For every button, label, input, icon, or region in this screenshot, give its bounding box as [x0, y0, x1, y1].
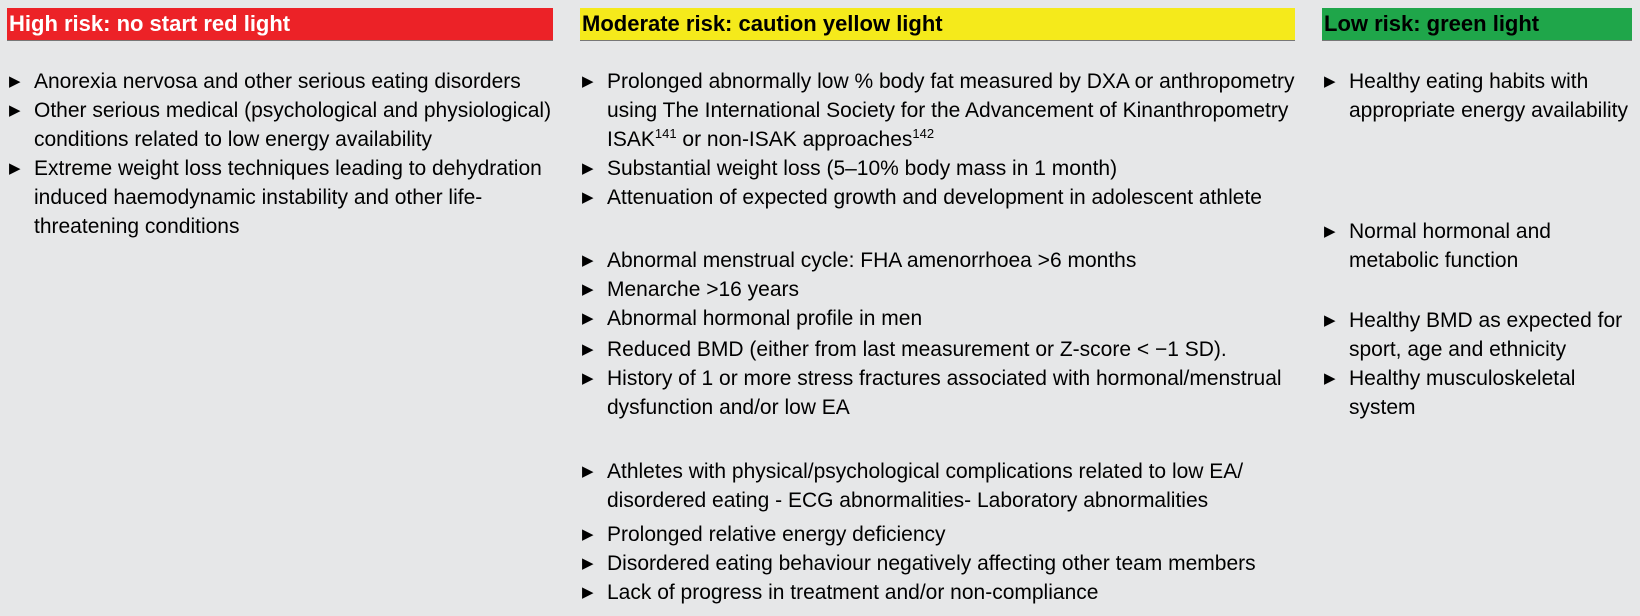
- list-item: ▶ Reduced BMD (either from last measurement or Z-score < −1 SD).: [580, 335, 1295, 364]
- triangle-bullet-icon: ▶: [582, 341, 594, 358]
- triangle-bullet-icon: ▶: [1324, 73, 1336, 90]
- triangle-bullet-icon: ▶: [9, 73, 21, 90]
- moderate-risk-list-behaviour: [580, 520, 1295, 607]
- list-item: ▶ Athletes with physical/psychological complications related to low EA/ disordered eating - ECG abnormalities- Laboratory abnormalities: [580, 457, 1295, 515]
- moderate-risk-list-complications: [580, 457, 1295, 515]
- list-item: ▶ Abnormal hormonal profile in men: [580, 304, 1295, 333]
- reference-superscript: 141: [654, 126, 677, 141]
- triangle-bullet-icon: ▶: [1324, 370, 1336, 387]
- high-risk-column: [7, 8, 553, 241]
- triangle-bullet-icon: ▶: [582, 160, 594, 177]
- triangle-bullet-icon: ▶: [9, 160, 21, 177]
- moderate-risk-list-hormonal: [580, 246, 1295, 333]
- reference-superscript: 142: [912, 126, 935, 141]
- moderate-risk-header: Moderate risk: caution yellow light: [580, 8, 1295, 41]
- list-item: ▶ Healthy musculoskeletal system: [1322, 364, 1632, 422]
- triangle-bullet-icon: ▶: [582, 310, 594, 327]
- high-risk-list: [7, 67, 553, 241]
- moderate-risk-list-bone: [580, 335, 1295, 422]
- list-item: ▶ Healthy BMD as expected for sport, age and ethnicity: [1322, 306, 1632, 364]
- triangle-bullet-icon: ▶: [582, 189, 594, 206]
- high-risk-header: High risk: no start red light: [7, 8, 553, 41]
- low-risk-list-hormonal: [1322, 217, 1632, 275]
- low-risk-list-bone: [1322, 306, 1632, 422]
- triangle-bullet-icon: ▶: [582, 463, 594, 480]
- triangle-bullet-icon: ▶: [582, 370, 594, 387]
- list-item: ▶ Lack of progress in treatment and/or non-compliance: [580, 578, 1295, 607]
- triangle-bullet-icon: ▶: [582, 555, 594, 572]
- low-risk-list-eating: [1322, 67, 1632, 125]
- list-item: ▶ Anorexia nervosa and other serious eating disorders: [7, 67, 553, 96]
- triangle-bullet-icon: ▶: [582, 281, 594, 298]
- triangle-bullet-icon: ▶: [9, 102, 21, 119]
- triangle-bullet-icon: ▶: [1324, 223, 1336, 240]
- list-item: ▶ Attenuation of expected growth and development in adolescent athlete: [580, 183, 1295, 212]
- triangle-bullet-icon: ▶: [582, 526, 594, 543]
- triangle-bullet-icon: ▶: [582, 73, 594, 90]
- list-item: ▶ Extreme weight loss techniques leading to dehydration induced haemodynamic instability and other life-threatening conditions: [7, 154, 553, 241]
- list-item: ▶ Disordered eating behaviour negatively affecting other team members: [580, 549, 1295, 578]
- list-item: ▶ Menarche >16 years: [580, 275, 1295, 304]
- low-risk-column: [1322, 8, 1632, 422]
- moderate-risk-column: [580, 8, 1295, 607]
- list-item: ▶ Substantial weight loss (5–10% body mass in 1 month): [580, 154, 1295, 183]
- list-item: ▶ Prolonged abnormally low % body fat measured by DXA or anthropometry using The International Society for the Advancement of Kinanthropometry ISAK$^{141}$ or non-ISAK approaches$^{142}$: [580, 67, 1295, 154]
- list-item: ▶ Other serious medical (psychological and physiological) conditions related to low energy availability: [7, 96, 553, 154]
- triangle-bullet-icon: ▶: [582, 252, 594, 269]
- list-item: ▶ History of 1 or more stress fractures associated with hormonal/menstrual dysfunction and/or low EA: [580, 364, 1295, 422]
- list-item: ▶ Abnormal menstrual cycle: FHA amenorrhoea >6 months: [580, 246, 1295, 275]
- list-item: ▶ Prolonged relative energy deficiency: [580, 520, 1295, 549]
- triangle-bullet-icon: ▶: [1324, 312, 1336, 329]
- triangle-bullet-icon: ▶: [582, 584, 594, 601]
- low-risk-header: Low risk: green light: [1322, 8, 1632, 41]
- moderate-risk-list-body-composition: [580, 67, 1295, 212]
- list-item: ▶ Healthy eating habits with appropriate energy availability: [1322, 67, 1632, 125]
- list-item: ▶ Normal hormonal and metabolic function: [1322, 217, 1632, 275]
